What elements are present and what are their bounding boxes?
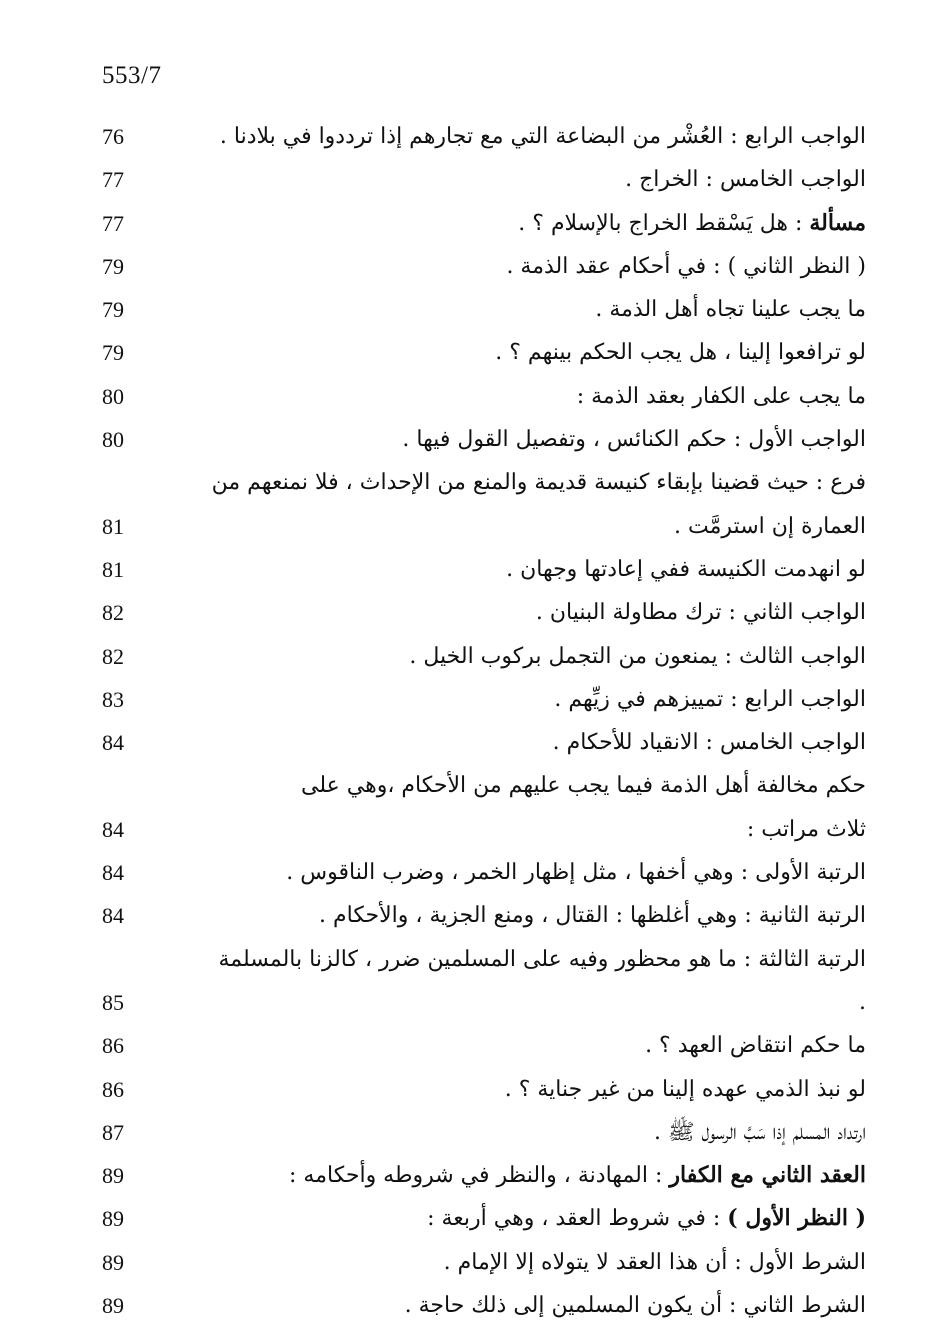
toc-entry-page-number: 82 [102,600,124,626]
toc-entry-title [166,1068,866,1111]
toc-entry [96,245,866,288]
toc-entry [96,1111,866,1154]
table-of-contents [96,115,866,1327]
toc-entry-title [166,678,866,721]
toc-entry [96,331,866,374]
toc-entry-title-text: الواجب الثالث : يمنعون من التجمل بركوب الخيل . [409,643,866,669]
toc-entry-page-number: 79 [102,253,124,279]
toc-entry [96,635,866,678]
toc-entry-title-text: الرتبة الثالثة : ما هو محظور وفيه على المسلمين ضرر ، كالزنا بالمسلمة . [218,946,866,1015]
toc-entry-title [166,331,866,374]
toc-entry-page-number: 77 [102,167,124,193]
toc-entry [96,548,866,591]
toc-entry [96,418,866,461]
toc-entry [96,1154,866,1197]
toc-entry [96,678,866,721]
toc-entry-title [166,1284,866,1327]
toc-entry-page-number: 86 [102,1076,124,1102]
toc-entry-title-text: الشرط الأول : أن هذا العقد لا يتولاه إلا الإمام . [443,1249,866,1275]
toc-entry [96,288,866,331]
toc-entry-bold-heading: مسألة [809,209,866,236]
toc-entry-title-text: ارتداد المسلم إذا سَبَّ الرسول ﷺ . [653,1119,866,1145]
toc-entry-title-text: الرتبة الثانية : وهي أغلظها : القتال ، ومنع الجزية ، والأحكام . [319,903,866,929]
toc-entry-title-text: ما حكم انتقاض العهد ؟ . [645,1033,866,1059]
toc-entry-page-number: 79 [102,297,124,323]
toc-entry-title [166,461,866,548]
toc-entry-title [166,1241,866,1284]
toc-entry-title-text: الواجب الثاني : ترك مطاولة البنيان . [535,600,866,626]
toc-entry-title [166,894,866,937]
toc-entry-title [166,1024,866,1067]
toc-entry-page-number: 77 [102,210,124,236]
toc-entry [96,721,866,764]
toc-entry [96,375,866,418]
toc-entry [96,1024,866,1067]
toc-entry-page-number: 84 [102,816,124,842]
toc-entry-title-text: ما يجب على الكفار بعقد الذمة : [576,383,866,409]
toc-entry-title-text: : هل يَسْقط الخراج بالإسلام ؟ . [518,210,810,236]
toc-entry [96,764,866,851]
toc-entry-page-number: 85 [102,989,124,1015]
toc-entry-page-number: 81 [102,513,124,539]
toc-entry-title [166,288,866,331]
toc-entry [96,1284,866,1327]
toc-entry-title [166,764,866,851]
toc-entry-page-number: 89 [102,1293,124,1319]
toc-entry [96,1197,866,1240]
toc-entry-title [166,1111,866,1154]
toc-entry-title-line: ثلاث مراتب : [746,816,866,842]
toc-entry-title-text: الواجب الخامس : الخراج . [625,167,866,193]
toc-entry [96,1068,866,1111]
toc-entry-title-text: الواجب الأول : حكم الكنائس ، وتفصيل القول فيها . [402,427,866,453]
toc-entry-title [166,375,866,418]
toc-entry-page-number: 87 [102,1119,124,1145]
toc-entry-title [166,721,866,764]
toc-entry-title [166,158,866,201]
toc-entry-title [166,202,866,245]
toc-entry [96,938,866,1025]
toc-entry-page-number: 89 [102,1249,124,1275]
toc-entry-page-number: 84 [102,730,124,756]
toc-entry-title-text: لو انهدمت الكنيسة ففي إعادتها وجهان . [506,556,866,582]
toc-entry-title [166,418,866,461]
toc-entry-page-number: 84 [102,860,124,886]
toc-entry-page-number: 80 [102,383,124,409]
toc-entry-title [166,1197,866,1240]
toc-entry [96,202,866,245]
toc-entry-title-text: الشرط الثاني : أن يكون المسلمين إلى ذلك حاجة . [404,1293,866,1319]
toc-entry-page-number: 81 [102,556,124,582]
toc-entry-page-number: 80 [102,427,124,453]
toc-entry-title-text: : في شروط العقد ، وهي أربعة : [427,1206,728,1232]
toc-entry-title-text: الواجب الرابع : تمييزهم في زيِّهم . [554,686,866,712]
toc-entry-title-line: العمارة إن استرمَّت . [674,513,866,539]
toc-entry [96,851,866,894]
page-number: 553/7 [102,62,162,89]
toc-entry-title [166,851,866,894]
toc-entry-page-number: 84 [102,903,124,929]
toc-entry-title-text: ما يجب علينا تجاه أهل الذمة . [595,297,866,323]
toc-entry-title-text: الواجب الرابع : العُشْر من البضاعة التي مع تجارهم إذا ترددوا في بلادنا . [219,124,866,149]
toc-entry-page-number: 83 [102,686,124,712]
toc-entry-title [166,938,866,1025]
toc-entry-title-line: حكم مخالفة أهل الذمة فيما يجب عليهم من الأحكام ،وهي على [301,773,866,799]
toc-entry-title [166,245,866,288]
toc-entry-page-number: 82 [102,643,124,669]
toc-entry-bold-heading: ( النظر الأول ) [727,1205,866,1232]
toc-entry-title [166,548,866,591]
toc-entry [96,591,866,634]
toc-entry-title-text: : المهادنة ، والنظر في شروطه وأحكامه : [289,1163,670,1189]
toc-entry-title-text: لو ترافعوا إلينا ، هل يجب الحكم بينهم ؟ . [495,340,866,366]
toc-entry-page-number: 89 [102,1206,124,1232]
toc-entry-title [166,635,866,678]
toc-entry-title-line: فرع : حيث قضينا بإبقاء كنيسة قديمة والمنع من الإحداث ، فلا نمنعهم من [211,470,866,496]
toc-entry-page-number: 89 [102,1163,124,1189]
toc-entry [96,115,866,158]
toc-entry [96,894,866,937]
toc-entry-page-number: 86 [102,1033,124,1059]
toc-entry-title-text: الواجب الخامس : الانقياد للأحكام . [552,730,866,756]
toc-entry-title [166,591,866,634]
toc-entry [96,1241,866,1284]
toc-entry [96,461,866,548]
toc-entry-title [166,1154,866,1197]
toc-entry-title [166,115,866,158]
toc-entry [96,158,866,201]
toc-entry-bold-heading: العقد الثاني مع الكفار [669,1162,866,1189]
toc-entry-page-number: 76 [102,124,124,149]
toc-entry-title-text: ( النظر الثاني ) : في أحكام عقد الذمة . [506,253,866,279]
toc-entry-page-number: 79 [102,340,124,366]
toc-entry-title-text: لو نبذ الذمي عهده إلينا من غير جناية ؟ . [504,1076,866,1102]
toc-entry-title-text: الرتبة الأولى : وهي أخفها ، مثل إظهار الخمر ، وضرب الناقوس . [286,860,866,886]
